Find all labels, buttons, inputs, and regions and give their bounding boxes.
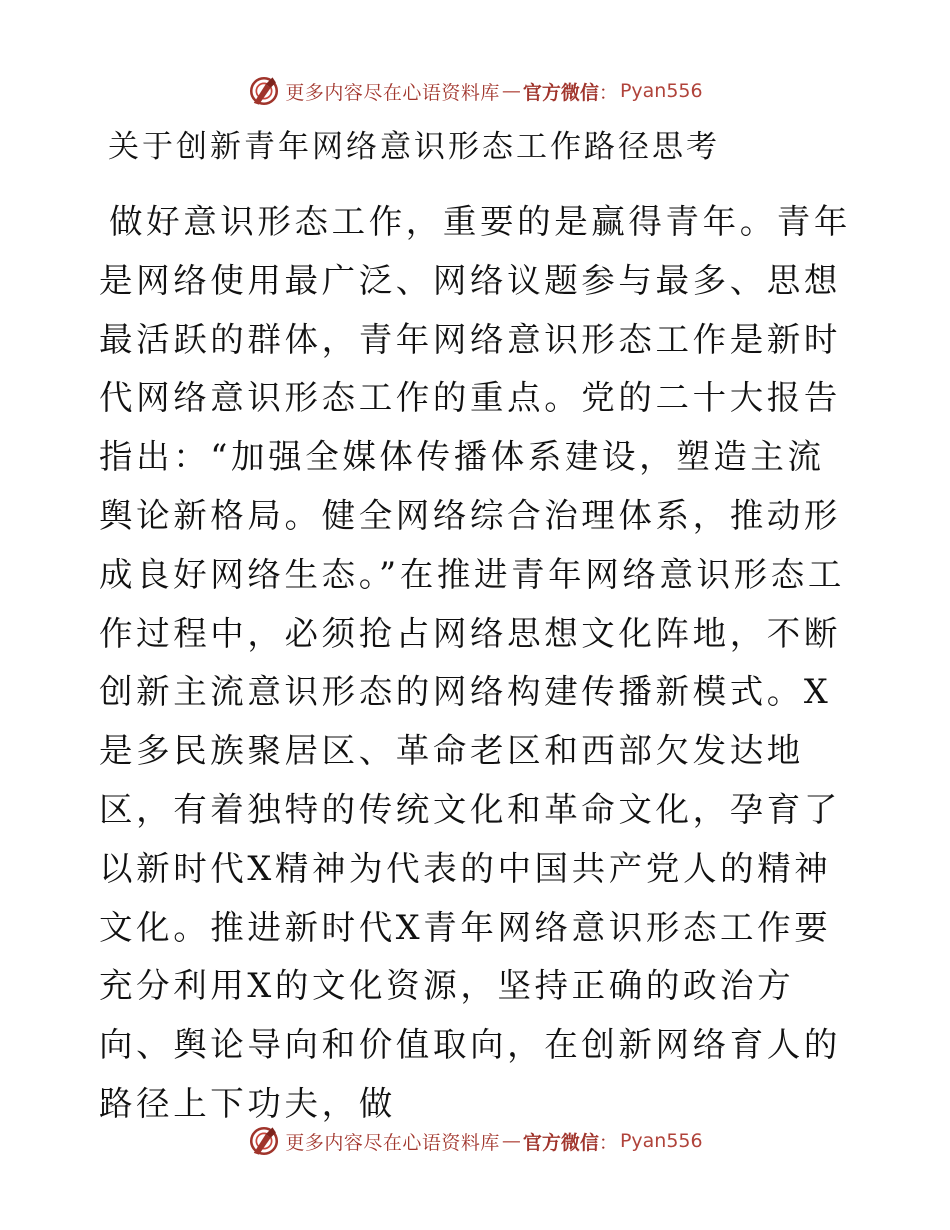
watermark-wechat-label: 官方微信 — [522, 1131, 599, 1154]
watermark-separator: — — [501, 80, 521, 102]
document-title: 关于创新青年网络意识形态工作路径思考 — [108, 129, 720, 165]
body-paragraph: 做好意识形态工作，重要的是赢得青年。青年是网络使用最广泛、网络议题参与最多、思想最活跃的群体，青年网络意识形态工作是新时代网络意识形态工作的重点。党的二十大报告指出：“加强全媒体传播体系建设，塑造主流舆论新格局。健全网络综合治理体系，推动形成良好网络生态。”在推进青年网络意识形态工作过程中，必须抢占网络思想文化阵地，不断创新主流意识形态的网络构建传播新模式。X是多民族聚居区、革命老区和西部欠发达地区，有着独特的传统文化和革命文化，孕育了以新时代X精神为代表的中国共产党人的精神文化。推进新时代X青年网络意识形态工作要充分利用X的文化资源，坚持正确的政治方向、舆论导向和价值取向，在创新网络育人的路径上下功夫，做 — [99, 202, 851, 1123]
watermark-wechat-id: Pyan556 — [619, 1130, 703, 1152]
watermark-separator: — — [501, 1130, 521, 1152]
watermark-site-text: 更多内容尽在心语资料库 — [285, 1131, 500, 1154]
watermark-colon: ： — [598, 1131, 618, 1154]
header-watermark — [0, 71, 950, 111]
watermark-colon: ： — [598, 81, 618, 104]
footer-watermark — [0, 1121, 950, 1161]
watermark-wechat-id: Pyan556 — [619, 80, 703, 102]
pen-nib-logo-icon — [247, 74, 281, 108]
pen-nib-logo-icon — [247, 1124, 281, 1158]
watermark-site-text: 更多内容尽在心语资料库 — [285, 81, 500, 104]
watermark-wechat-label: 官方微信 — [522, 81, 599, 104]
